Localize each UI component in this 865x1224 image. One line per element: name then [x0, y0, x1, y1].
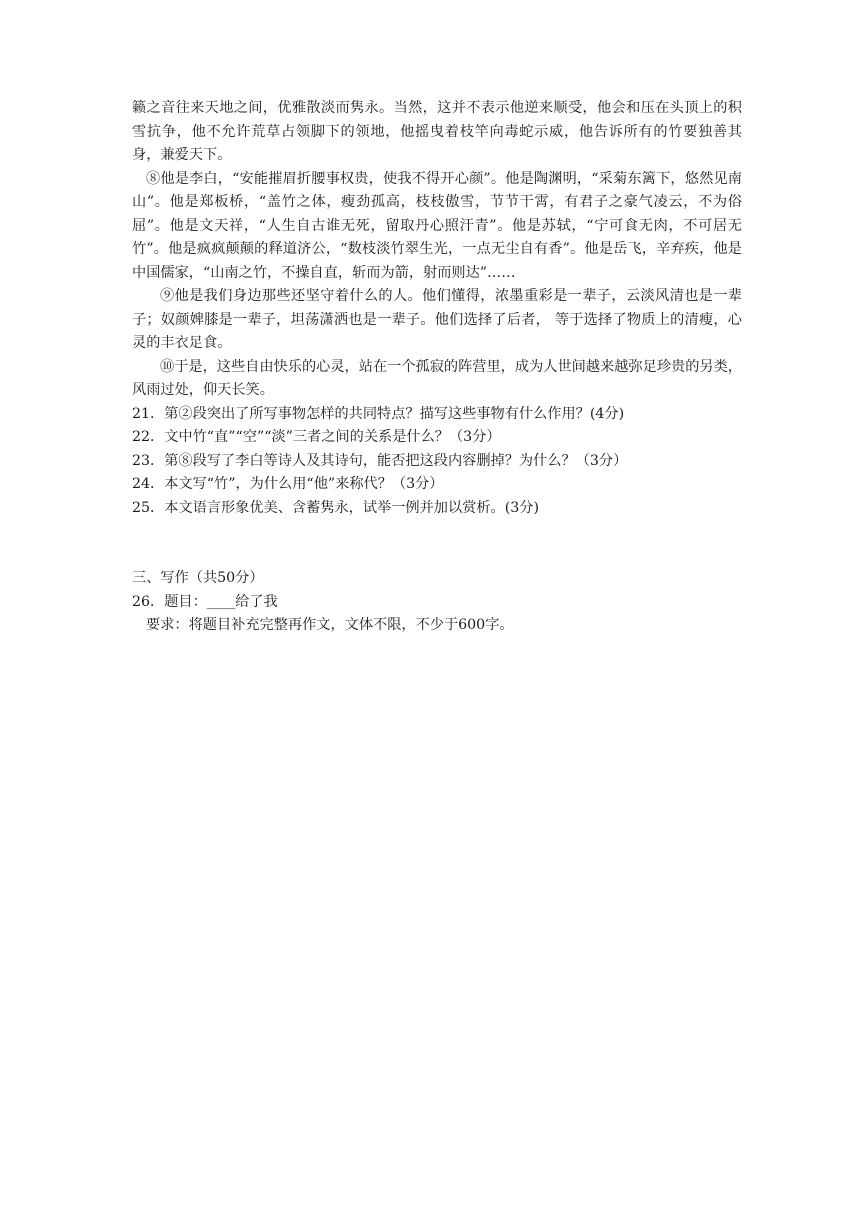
question-23: 23．第⑧段写了李白等诗人及其诗句，能否把这段内容删掉？为什么？（3分） [132, 452, 628, 469]
writing-requirement: 要求：将题目补充完整再作文，文体不限，不少于600字。 [146, 617, 514, 633]
writing-section-title: 三、写作（共50分） [132, 570, 264, 586]
question-25: 25．本文语言形象优美、含蓄隽永，试举一例并加以赏析。(3分) [132, 499, 540, 516]
question-24: 24．本文写“竹”，为什么用“他”来称代？（3分） [132, 476, 444, 492]
question-22: 22．文中竹“直”“空”“淡”三者之间的关系是什么？（3分） [132, 429, 501, 445]
question-26: 26．题目：____给了我 [132, 593, 278, 610]
passage-paragraph-8: ⑧他是李白，“安能摧眉折腰事权贵，使我不得开心颜”。他是陶渊明，“采菊东篱下，悠然见南山”。他是郑板桥，“盖竹之体，瘦劲孤高，枝枝傲雪，节节干霄，有君子之豪气凌云，不为俗屈”。他是文天祥，“人生自古谁无死，留取丹心照汗青”。他是苏轼，“宁可食无肉，不可居无竹”。他是疯疯颠颠的释道济公，“数枝淡竹翠生光，一点无尘自有香”。他是岳飞，辛弃疾，他是中国儒家，“山南之竹，不操自直，斩而为箭，射而则达”…… [132, 170, 742, 281]
document-page [132, 97, 742, 638]
passage-paragraph-9: ⑨他是我们身边那些还坚守着什么的人。他们懂得，浓墨重彩是一辈子，云淡风清也是一辈子；奴颜婢膝是一辈子，坦荡潇洒也是一辈子。他们选择了后者， 等于选择了物质上的清瘦，心灵的丰衣足食。 [132, 288, 742, 351]
section-spacer [132, 520, 742, 567]
passage-paragraph-10: ⑩于是，这些自由快乐的心灵，站在一个孤寂的阵营里，成为人世间越来越弥足珍贵的另类，风雨过处，仰天长笑。 [132, 358, 742, 398]
passage-paragraph-continued: 籁之音往来天地之间，优雅散淡而隽永。当然，这并不表示他逆来顺受，他会和压在头顶上的积雪抗争，他不允许荒草占领脚下的领地，他摇曳着枝竿向毒蛇示威，他告诉所有的竹要独善其身，兼爱天下。 [132, 100, 742, 163]
question-21: 21．第②段突出了所写事物怎样的共同特点？描写这些事物有什么作用？(4分) [132, 405, 625, 422]
